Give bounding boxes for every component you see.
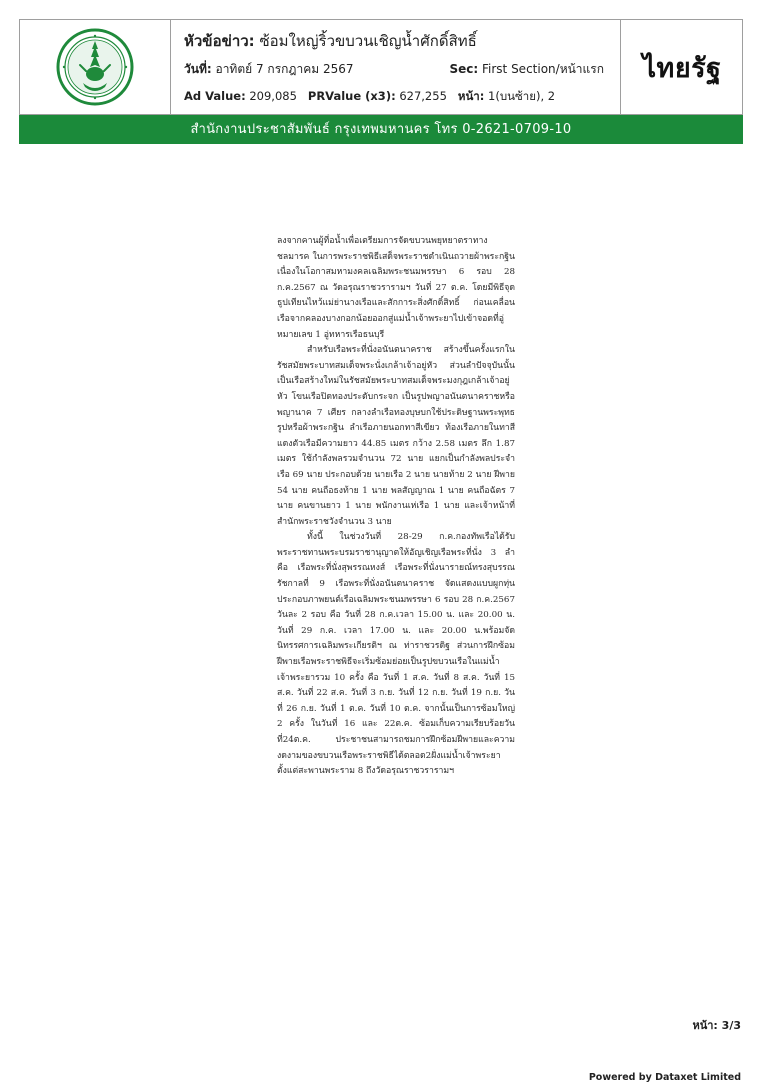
section-label: Sec: — [449, 62, 479, 76]
date-label: วันที่: — [184, 62, 212, 76]
bangkok-metropolitan-seal-icon — [55, 27, 135, 107]
date-value: อาทิตย์ 7 กรกฎาคม 2567 — [215, 62, 354, 76]
article-body — [277, 234, 515, 780]
ad-value: 209,085 — [249, 89, 297, 103]
pr-office-banner: สำนักงานประชาสัมพันธ์ กรุงเทพมหานคร โทร 0-2621-0709-10 — [19, 115, 743, 144]
newspaper-cell — [620, 20, 743, 114]
pr-value: 627,255 — [399, 89, 447, 103]
pr-value-label: PRValue (x3): — [307, 89, 396, 103]
headline-row — [184, 29, 477, 53]
article-paragraph: ลงจากคานผู้ที่อน้ำเพื่อเตรียมการจัดขบวนพยุหยาตราทางชลมารค ในการพระราชพิธีเสด็จพระราชดำเนินถวายผ้าพระกฐิน เนื่องในโอกาสมหามงคลเฉลิมพระชนมพรรษา 6 รอบ 28 ก.ค.2567 ณ วัดอรุณราชวรารามฯ วันที่ 27 ต.ค. โดยมีพิธีจุดธูปเทียนไหว้แม่ย่านางเรือและสักการะสิ่งศักดิ์สิทธิ์ ก่อนเคลื่อนเรือจากคลองบางกอกน้อยออกสู่แม่น้ำเจ้าพระยาไปเข้าจอดที่อู่หมายเลข 1 อู่ทหารเรือธนบุรี — [277, 236, 515, 340]
headline-label: หัวข้อข่าว: — [184, 32, 255, 50]
date-row — [184, 60, 604, 79]
powered-by: Powered by Dataxet Limited — [588, 1072, 741, 1083]
value-row — [184, 88, 555, 106]
article-paragraph: ทั้งนี้ ในช่วงวันที่ 28-29 ก.ค.กองทัพเรือได้รับพระราชทานพระบรมราชานุญาตให้อัญเชิญเรือพระที่นั่ง 3 ลำ คือ เรือพระที่นั่งสุพรรณหงส์ เรือพระที่นั่งนารายณ์ทรงสุบรรณรัชกาลที่ 9 เรือพระที่นั่งอนันตนาคราช จัดแสดงแบบผูกทุ่นประกอบภาพยนต์เรือเฉลิมพระชนมพรรษา 6 รอบ 28 ก.ค.2567 วันละ 2 รอบ คือ วันที่ 28 ก.ค.เวลา 15.00 น. และ 20.00 น. วันที่ 29 ก.ค. เวลา 17.00 น. และ 20.00 น.พร้อมจัดนิทรรศการเฉลิมพระเกียรติฯ ณ ท่าราชวรดิฐ ส่วนการฝึกซ้อมฝีพายเรือพระราชพิธีจะเริ่มซ้อมย่อยเป็นรูปขบวนเรือในแม่น้ำเจ้าพระยารวม 10 ครั้ง คือ วันที่ 1 ส.ค. วันที่ 8 ส.ค. วันที่ 15 ส.ค. วันที่ 22 ส.ค. วันที่ 3 ก.ย. วันที่ 12 ก.ย. วันที่ 19 ก.ย. วันที่ 26 ก.ย. วันที่ 1 ต.ค. วันที่ 10 ต.ค. จากนั้นเป็นการซ้อมใหญ่ 2 ครั้ง ในวันที่ 16 และ 22ต.ค. ซ้อมเก็บความเรียบร้อยวันที่24ต.ค. ประชาชนสามารถชมการฝึกซ้อมฝีพายและความงดงามของขบวนเรือพระราชพิธีได้ตลอด2ฝั่งแม่น้ำเจ้าพระยาตั้งแต่สะพานพระราม 8 ถึงวัดอรุณราชวรารามฯ — [277, 532, 515, 777]
section-info — [449, 60, 604, 79]
newspaper-logo: ไทยรัฐ — [642, 52, 722, 84]
page-label: หน้า: — [457, 89, 485, 103]
section-value: First Section/หน้าแรก — [482, 62, 604, 76]
page-value: 1(บนซ้าย), 2 — [488, 89, 556, 103]
clipping-header — [19, 19, 743, 115]
ad-value-label: Ad Value: — [184, 89, 246, 103]
clipping-info — [170, 20, 620, 114]
page-number: หน้า: 3/3 — [692, 1019, 741, 1032]
headline-text: ซ้อมใหญ่ริ้วขบวนเชิญน้ำศักดิ์สิทธิ์ — [259, 32, 477, 50]
article-paragraph: สำหรับเรือพระที่นั่งอนันตนาคราช สร้างขึ้นครั้งแรกในรัชสมัยพระบาทสมเด็จพระนั่งเกล้าเจ้าอยู่หัว ส่วนลำปัจจุบันนั้นเป็นเรือสร้างใหม่ในรัชสมัยพระบาทสมเด็จพระมงกุฎเกล้าเจ้าอยู่หัว โขนเรือปิดทองประดับกระจก เป็นรูปพญาอนันตนาคราชหรือพญานาค 7 เศียร กลางลำเรือทองบุษบกใช้ประดิษฐานพระพุทธรูปหรือผ้าพระกฐิน ลำเรือภายนอกทาสีเขียว ท้องเรือภายในทาสีแดงตัวเรือมีความยาว 44.85 เมตร กว้าง 2.58 เมตร ลึก 1.87 เมตร ใช้กำลังพลรวมจำนวน 72 นาย แยกเป็นกำลังพลประจำเรือ 69 นาย ประกอบด้วย นายเรือ 2 นาย นายท้าย 2 นาย ฝีพาย 54 นาย คนถือธงท้าย 1 นาย พลสัญญาณ 1 นาย คนถือฉัตร 7 นาย คนขานยาว 1 นาย พนักงานเห่เรือ 1 นาย และเจ้าหน้าที่สำนักพระราชวังจำนวน 3 นาย — [277, 345, 515, 527]
logo-cell — [20, 20, 171, 114]
